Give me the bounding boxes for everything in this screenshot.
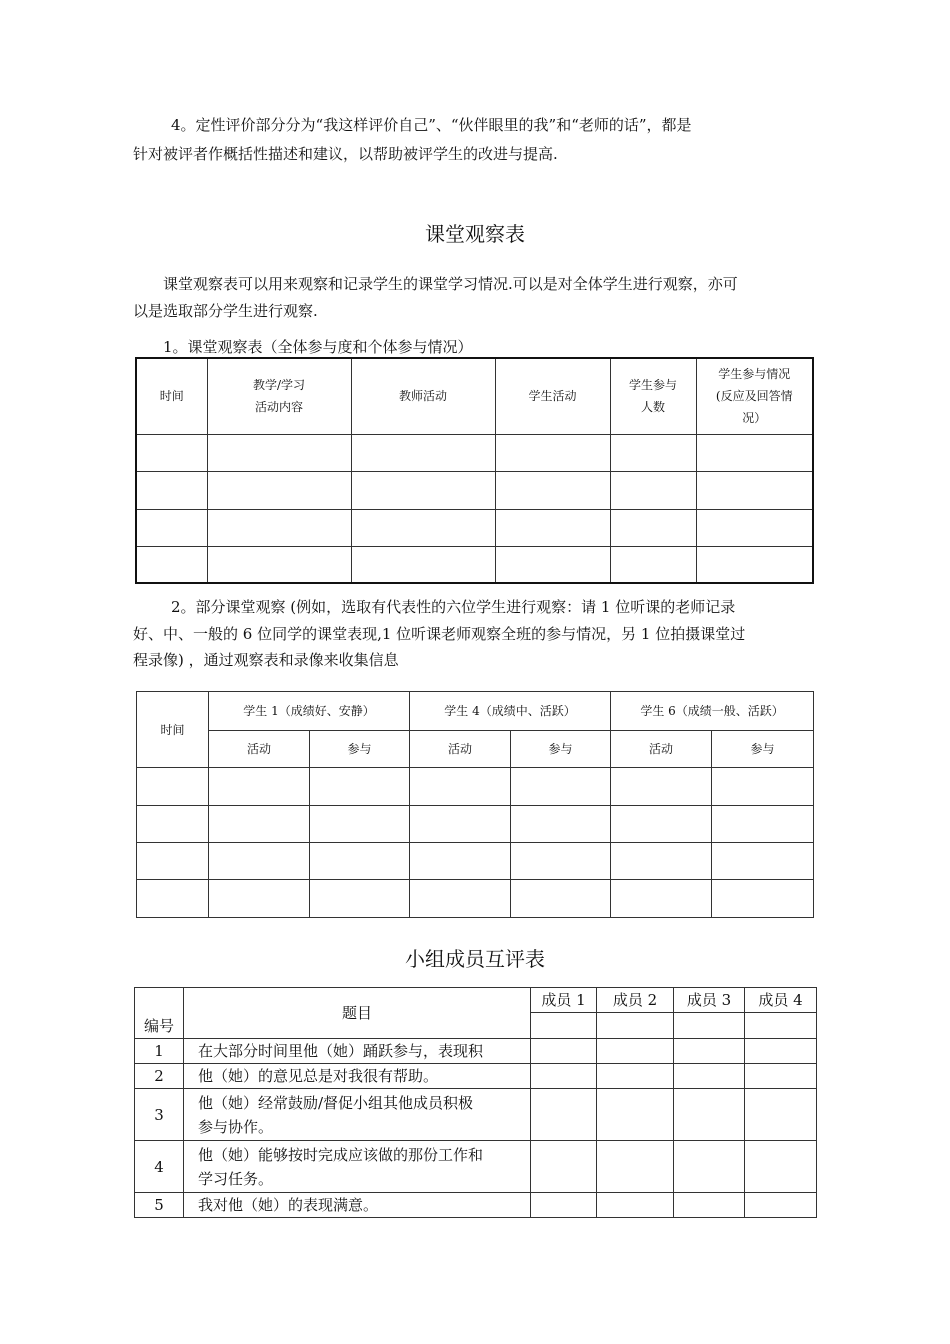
header-participation: 参与 [310, 731, 410, 768]
header-time: 时间 [137, 692, 209, 768]
header-activity-content-line-2: 活动内容 [254, 400, 303, 415]
table-row [135, 1039, 817, 1064]
row-question-line-2: 学习任务。 [198, 1169, 274, 1188]
row-question [184, 1089, 531, 1141]
table-row [137, 843, 814, 880]
row-question-line-2: 参与协作。 [198, 1117, 274, 1136]
table1-caption: 1。课堂观察表（全体参与度和个体参与情况） [163, 338, 473, 356]
table-row [135, 1064, 817, 1089]
row-question-line-1: 他（她）经常鼓励/督促小组其他成员积极 [198, 1093, 474, 1112]
table-row [135, 1141, 817, 1193]
row-question: 我对他（她）的表现满意。 [184, 1193, 531, 1218]
header-participation-situation-line-2: (反应及回答情 [715, 389, 793, 404]
header-member-1: 成员 1 [531, 988, 597, 1013]
section2-desc-line-3: 程录像) ，通过观察表和录像来收集信息 [133, 651, 399, 669]
row-question: 在大部分时间里他（她）踊跃参与，表现积 [184, 1039, 531, 1064]
row-number: 5 [135, 1193, 184, 1218]
section2-desc-line-2: 好、中、一般的 6 位同学的课堂表现,1 位听课老师观察全班的参与情况，另 1 位拍摄课堂过 [133, 625, 746, 643]
header-participation-situation [696, 358, 813, 434]
table-row [136, 509, 813, 546]
table-row [135, 1089, 817, 1141]
row-number: 2 [135, 1064, 184, 1089]
classroom-observation-table [135, 357, 814, 584]
header-number: 编号 [135, 988, 184, 1039]
header-participant-count [610, 358, 696, 434]
peer-evaluation-title: 小组成员互评表 [405, 947, 545, 971]
table-row [136, 434, 813, 471]
row-question: 他（她）的意见总是对我很有帮助。 [184, 1064, 531, 1089]
header-member-4: 成员 4 [745, 988, 817, 1013]
table-row [137, 806, 814, 843]
section2-desc-line-1: 2。部分课堂观察 (例如，选取有代表性的六位学生进行观察：请 1 位听课的老师记录 [171, 598, 736, 616]
header-participant-count-line-2: 人数 [640, 400, 665, 415]
intro-line-2: 针对被评者作概括性描述和建议，以帮助被评学生的改进与提高. [133, 145, 558, 163]
header-member-2: 成员 2 [597, 988, 674, 1013]
header-teacher-activity: 教师活动 [351, 358, 495, 434]
header-student-4: 学生 4（成绩中、活跃） [410, 692, 611, 731]
section1-desc-line-1: 课堂观察表可以用来观察和记录学生的课堂学习情况.可以是对全体学生进行观察，亦可 [163, 275, 738, 293]
table-row [137, 768, 814, 806]
peer-evaluation-table [134, 987, 817, 1218]
table-row [135, 1193, 817, 1218]
header-activity: 活动 [611, 731, 712, 768]
header-question: 题目 [184, 988, 531, 1039]
header-participation-situation-line-3: 况） [742, 411, 767, 426]
table-row [136, 546, 813, 583]
row-question-line-1: 他（她）能够按时完成应该做的那份工作和 [198, 1145, 484, 1164]
classroom-observation-title: 课堂观察表 [425, 222, 525, 246]
row-question [184, 1141, 531, 1193]
header-time: 时间 [136, 358, 207, 434]
header-participation: 参与 [712, 731, 814, 768]
row-number: 1 [135, 1039, 184, 1064]
header-student-activity: 学生活动 [495, 358, 610, 434]
row-number: 4 [135, 1141, 184, 1193]
header-participation: 参与 [511, 731, 611, 768]
row-number: 3 [135, 1089, 184, 1141]
header-student-1: 学生 1（成绩好、安静） [209, 692, 410, 731]
header-activity-content-line-1: 教学/学习 [252, 378, 306, 393]
table-row [136, 471, 813, 509]
header-member-3: 成员 3 [674, 988, 745, 1013]
header-participant-count-line-1: 学生参与 [628, 378, 677, 393]
header-activity-content [207, 358, 351, 434]
partial-observation-table [136, 691, 814, 918]
table-row [137, 880, 814, 918]
header-activity: 活动 [410, 731, 511, 768]
header-student-6: 学生 6（成绩一般、活跃） [611, 692, 814, 731]
header-participation-situation-line-1: 学生参与情况 [718, 367, 791, 382]
intro-line-1: 4。定性评价部分分为“我这样评价自己”、“伙伴眼里的我”和“老师的话”，都是 [171, 116, 692, 134]
section1-desc-line-2: 以是选取部分学生进行观察. [133, 302, 318, 320]
header-activity: 活动 [209, 731, 310, 768]
